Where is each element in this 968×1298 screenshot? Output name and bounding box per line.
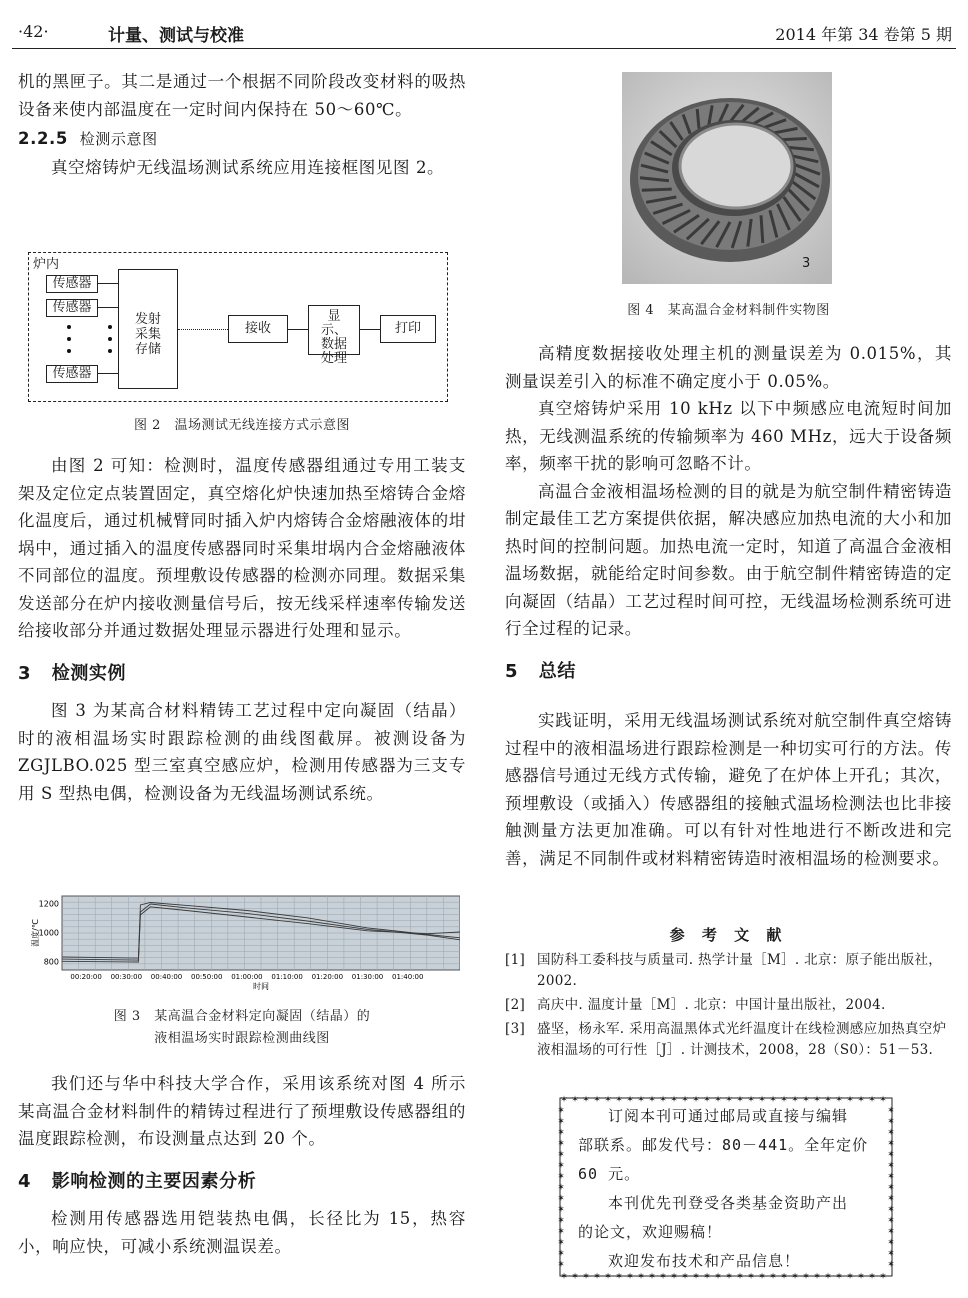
- section-heading-3: [18, 660, 466, 688]
- ellipsis-dot: [108, 337, 112, 341]
- notice-line: 订阅本刊可通过邮局或直接与编辑: [608, 1107, 849, 1125]
- figure-3-caption-line: 图 3 某高温合金材料定向凝固（结晶）的: [113, 1009, 371, 1024]
- star-icon: ✶: [557, 1227, 565, 1237]
- ellipsis-dot: [108, 325, 112, 329]
- notice-text: [578, 1102, 878, 1276]
- star-icon: ✶: [593, 1095, 601, 1105]
- star-icon: ✶: [582, 1095, 590, 1105]
- paragraph: 我们还与华中科技大学合作，采用该系统对图 4 所示某高温合金材料制件的精铸过程进行了预埋敷设传感器组的温度跟踪检测，布设测量点达到 20 个。: [18, 1074, 466, 1148]
- notice-line: 的论文，欢迎赐稿！: [578, 1223, 723, 1241]
- star-icon: ✶: [802, 1095, 810, 1105]
- star-icon: ✶: [868, 1095, 876, 1105]
- section-title: 检测示意图: [79, 130, 158, 148]
- star-icon: ✶: [557, 1205, 565, 1215]
- paragraph: 由图 2 可知：检测时，温度传感器组通过专用工装支架及定位定点装置固定，真空熔化炉快速加热至熔铸合金熔化温度后，通过机械臂同时插入炉内熔铸合金熔融液体的坩埚中，通过插入的温度传感器同时采集坩埚内合金熔融液体不同部位的温度。预埋敷设传感器的检测亦同理。数据采集发送部分在炉内接收测量信号后，按无线采样速率传输发送给接收部分并通过数据处理显示器进行处理和显示。: [18, 456, 466, 640]
- x-tick-label: 01:40:00: [392, 973, 424, 981]
- connector-line: [98, 307, 118, 308]
- right-column-text: [505, 340, 952, 872]
- paragraph: 实践证明，采用无线温场测试系统对航空制件真空熔铸过程中的液相温场进行跟踪检测是一种切实可行的方法。传感器信号通过无线方式传输，避免了在炉体上开孔；其次，预埋敷设（或插入）传感器组的接触式温场检测法也比非接触测量方法更加准确。可以有针对性地进行不断改进和完善，满足不同制件或材料精密铸造时液相温场的检测要求。: [505, 711, 952, 868]
- sensor-box: 传感器: [46, 275, 98, 293]
- star-icon: ✶: [824, 1095, 832, 1105]
- paragraph: 图 3 为某高合材料精铸工艺过程中定向凝固（结晶）时的液相温场实时跟踪检测的曲线图截屏。被测设备为 ZGJLBO.025 型三室真空感应炉，检测用传感器为三支专用 S 型热电偶，检测设备为无线温场测试系统。: [18, 701, 466, 803]
- y-tick-label: 800: [43, 957, 59, 967]
- star-icon: ✶: [846, 1272, 854, 1280]
- reference-number: [2]: [505, 997, 526, 1013]
- paragraph: 检测用传感器选用铠装热电偶，长径比为 15，热容小，响应快，可减小系统测温误差。: [18, 1209, 466, 1256]
- star-icon: ✶: [747, 1272, 755, 1280]
- star-icon: ✶: [758, 1095, 766, 1105]
- star-icon: ✶: [557, 1194, 565, 1204]
- star-icon: ✶: [887, 1117, 895, 1127]
- left-column-bottom: [18, 1070, 466, 1260]
- star-icon: ✶: [824, 1272, 832, 1280]
- notice-line: 60 元。: [578, 1165, 641, 1183]
- section-heading-2-2-5: [18, 125, 466, 154]
- star-icon: ✶: [692, 1095, 700, 1105]
- x-tick-label: 00:40:00: [150, 973, 183, 981]
- reference-number: [3]: [505, 1021, 526, 1037]
- star-icon: ✶: [857, 1095, 865, 1105]
- paragraph: 高精度数据接收处理主机的测量误差为 0.015%，其测量误差引入的标准不确定度小于 0.05%。: [505, 344, 952, 391]
- y-tick-label: 1200: [38, 899, 59, 909]
- figure-2-caption: 图 2 温场测试无线连接方式示意图: [134, 418, 350, 433]
- connector-line: [288, 329, 308, 330]
- section-heading-4: [18, 1168, 466, 1196]
- star-icon: ✶: [887, 1227, 895, 1237]
- star-icon: ✶: [887, 1139, 895, 1149]
- star-icon: ✶: [736, 1095, 744, 1105]
- star-icon: ✶: [887, 1128, 895, 1138]
- star-icon: ✶: [887, 1249, 895, 1259]
- section-title: 总结: [538, 660, 576, 682]
- display-box: 显示、数据处理: [308, 305, 360, 355]
- star-icon: ✶: [571, 1095, 579, 1105]
- print-box: 打印: [380, 315, 436, 343]
- star-icon: ✶: [780, 1272, 788, 1280]
- star-icon: ✶: [703, 1095, 711, 1105]
- star-icon: ✶: [813, 1095, 821, 1105]
- temperature-chart: [30, 892, 460, 994]
- wireless-link: [178, 329, 228, 330]
- star-icon: ✶: [659, 1095, 667, 1105]
- paragraph: 高温合金液相温场检测的目的就是为航空制件精密铸造制定最佳工艺方案提供依据，解决感应加热电流的大小和加热时间的控制问题。加热电流一定时，知道了高温合金液相温场数据，就能给定时间参数。由于航空制件精密铸造的定向凝固（结晶）工艺过程时间可控，无线温场检测系统可进行全过程的记录。: [505, 481, 952, 638]
- notice-line: 本刊优先刊登受各类基金资助产出: [608, 1194, 849, 1212]
- star-icon: ✶: [560, 1095, 568, 1105]
- star-icon: ✶: [557, 1150, 565, 1160]
- vane-line: [761, 215, 763, 243]
- chart-svg: [30, 892, 460, 994]
- star-icon: ✶: [557, 1172, 565, 1182]
- ellipsis-dot: [108, 349, 112, 353]
- x-tick-label: 01:20:00: [311, 973, 344, 981]
- star-icon: ✶: [887, 1238, 895, 1248]
- star-icon: ✶: [557, 1238, 565, 1248]
- sensor-box: 传感器: [46, 365, 98, 383]
- connector-line: [360, 329, 380, 330]
- star-icon: ✶: [681, 1272, 689, 1280]
- section-title: 影响检测的主要因素分析: [51, 1170, 257, 1192]
- star-icon: ✶: [582, 1272, 590, 1280]
- star-icon: ✶: [769, 1272, 777, 1280]
- ellipsis-dot: [67, 325, 71, 329]
- section-number: 2.2.5: [18, 129, 68, 148]
- star-icon: ✶: [615, 1095, 623, 1105]
- star-icon: ✶: [557, 1216, 565, 1226]
- star-icon: ✶: [725, 1272, 733, 1280]
- section-number: 5: [505, 660, 519, 682]
- star-icon: ✶: [758, 1272, 766, 1280]
- section-number: 3: [18, 662, 32, 684]
- vane-line: [697, 109, 699, 129]
- star-icon: ✶: [736, 1272, 744, 1280]
- star-icon: ✶: [626, 1095, 634, 1105]
- subscription-notice: [556, 1094, 896, 1280]
- y-tick-label: 1000: [38, 928, 59, 938]
- star-icon: ✶: [703, 1272, 711, 1280]
- star-icon: ✶: [887, 1194, 895, 1204]
- star-icon: ✶: [879, 1095, 887, 1105]
- star-icon: ✶: [868, 1272, 876, 1280]
- star-icon: ✶: [670, 1272, 678, 1280]
- star-icon: ✶: [571, 1272, 579, 1280]
- star-icon: ✶: [791, 1272, 799, 1280]
- star-icon: ✶: [557, 1161, 565, 1171]
- star-icon: ✶: [835, 1272, 843, 1280]
- left-column-top: [18, 68, 466, 181]
- reference-item: [505, 995, 952, 1016]
- journal-name: 计量、测试与校准: [108, 26, 244, 46]
- paragraph: 真空熔铸炉无线温场测试系统应用连接框图见图 2。: [51, 157, 445, 177]
- notice-line: 部联系。邮发代号：80－441。全年定价: [578, 1136, 869, 1154]
- x-axis-label: 时间: [253, 982, 269, 991]
- star-icon: ✶: [887, 1161, 895, 1171]
- issue-info: 2014 年第 34 卷第 5 期: [775, 25, 952, 44]
- turbine-ring-image: [622, 72, 832, 284]
- star-icon: ✶: [648, 1272, 656, 1280]
- ellipsis-dot: [67, 349, 71, 353]
- star-icon: ✶: [769, 1095, 777, 1105]
- star-icon: ✶: [714, 1272, 722, 1280]
- star-icon: ✶: [887, 1106, 895, 1116]
- notice-line: 欢迎发布技术和产品信息！: [608, 1252, 801, 1270]
- star-icon: ✶: [557, 1128, 565, 1138]
- star-icon: ✶: [714, 1095, 722, 1105]
- star-icon: ✶: [670, 1095, 678, 1105]
- star-icon: ✶: [725, 1095, 733, 1105]
- paragraph: 机的黑匣子。其二是通过一个根据不同阶段改变材料的吸热设备来使内部温度在一定时间内保持在 50～60℃。: [18, 72, 466, 119]
- star-icon: ✶: [648, 1095, 656, 1105]
- photo-label: 3: [802, 256, 811, 271]
- furnace-label: 炉内: [33, 257, 60, 272]
- star-icon: ✶: [747, 1095, 755, 1105]
- star-icon: ✶: [887, 1216, 895, 1226]
- figure-4-caption: 图 4 某高温合金材料制件实物图: [627, 303, 830, 318]
- figure-3-caption: [18, 1006, 466, 1050]
- star-icon: ✶: [560, 1272, 568, 1280]
- star-icon: ✶: [557, 1139, 565, 1149]
- star-icon: ✶: [557, 1117, 565, 1127]
- reference-list: [505, 950, 952, 1064]
- x-tick-label: 01:00:00: [231, 973, 263, 981]
- reference-text: 盛坚，杨永军. 采用高温黑体式光纤温度计在线检测感应加热真空炉液相温场的可行性［J］. 计测技术，2008，28（S0）：51－53.: [537, 1021, 947, 1058]
- x-tick-label: 01:30:00: [351, 973, 384, 981]
- connector-line: [98, 373, 118, 374]
- references-title: 参 考 文 献: [669, 926, 788, 944]
- ellipsis-dot: [67, 337, 71, 341]
- star-icon: ✶: [637, 1272, 645, 1280]
- star-icon: ✶: [791, 1095, 799, 1105]
- star-icon: ✶: [835, 1095, 843, 1105]
- star-icon: ✶: [615, 1272, 623, 1280]
- star-icon: ✶: [557, 1249, 565, 1259]
- section-number: 4: [18, 1170, 32, 1192]
- star-icon: ✶: [593, 1272, 601, 1280]
- star-icon: ✶: [626, 1272, 634, 1280]
- star-icon: ✶: [887, 1172, 895, 1182]
- section-title: 检测实例: [51, 662, 127, 684]
- star-icon: ✶: [887, 1205, 895, 1215]
- star-icon: ✶: [857, 1272, 865, 1280]
- reference-item: [505, 950, 952, 992]
- page-number: ·42·: [18, 22, 49, 41]
- paragraph: 真空熔铸炉采用 10 kHz 以下中频感应电流短时间加热，无线测温系统的传输频率为 460 MHz，远大于设备频率，频率干扰的影响可忽略不计。: [505, 399, 952, 473]
- sensor-box: 传感器: [46, 299, 98, 317]
- x-tick-label: 00:20:00: [70, 973, 102, 981]
- connector-line: [98, 283, 118, 284]
- star-icon: ✶: [802, 1272, 810, 1280]
- star-icon: ✶: [659, 1272, 667, 1280]
- star-icon: ✶: [604, 1095, 612, 1105]
- star-icon: ✶: [681, 1095, 689, 1105]
- figure-3-caption-line: 液相温场实时跟踪检测曲线图: [154, 1031, 330, 1046]
- star-icon: ✶: [692, 1272, 700, 1280]
- reference-item: [505, 1019, 952, 1061]
- star-icon: ✶: [887, 1150, 895, 1160]
- reference-text: 国防科工委科技与质量司. 热学计量［M］. 北京：原子能出版社，2002.: [537, 952, 943, 989]
- star-icon: ✶: [813, 1272, 821, 1280]
- star-icon: ✶: [637, 1095, 645, 1105]
- star-icon: ✶: [604, 1272, 612, 1280]
- vane-line: [642, 189, 672, 190]
- x-tick-label: 01:10:00: [271, 973, 303, 981]
- star-icon: ✶: [557, 1260, 565, 1270]
- star-icon: ✶: [846, 1095, 854, 1105]
- left-column-middle: [18, 452, 466, 807]
- transmitter-box: 发射采集存储: [118, 269, 178, 389]
- star-icon: ✶: [780, 1095, 788, 1105]
- page-header: [12, 18, 956, 49]
- star-icon: ✶: [557, 1183, 565, 1193]
- y-axis-label: 温度/℃: [31, 919, 40, 947]
- reference-text: 高庆中. 温度计量［M］. 北京：中国计量出版社，2004.: [537, 997, 886, 1013]
- star-icon: ✶: [887, 1183, 895, 1193]
- receiver-box: 接收: [228, 315, 288, 343]
- x-tick-label: 00:50:00: [191, 973, 223, 981]
- x-tick-label: 00:30:00: [110, 973, 143, 981]
- part-photo: [622, 72, 832, 284]
- star-icon: ✶: [879, 1272, 887, 1280]
- reference-number: [1]: [505, 952, 526, 968]
- star-icon: ✶: [557, 1106, 565, 1116]
- star-icon: ✶: [887, 1260, 895, 1270]
- wireless-connection-diagram: [28, 252, 448, 402]
- section-heading-5: [505, 658, 952, 686]
